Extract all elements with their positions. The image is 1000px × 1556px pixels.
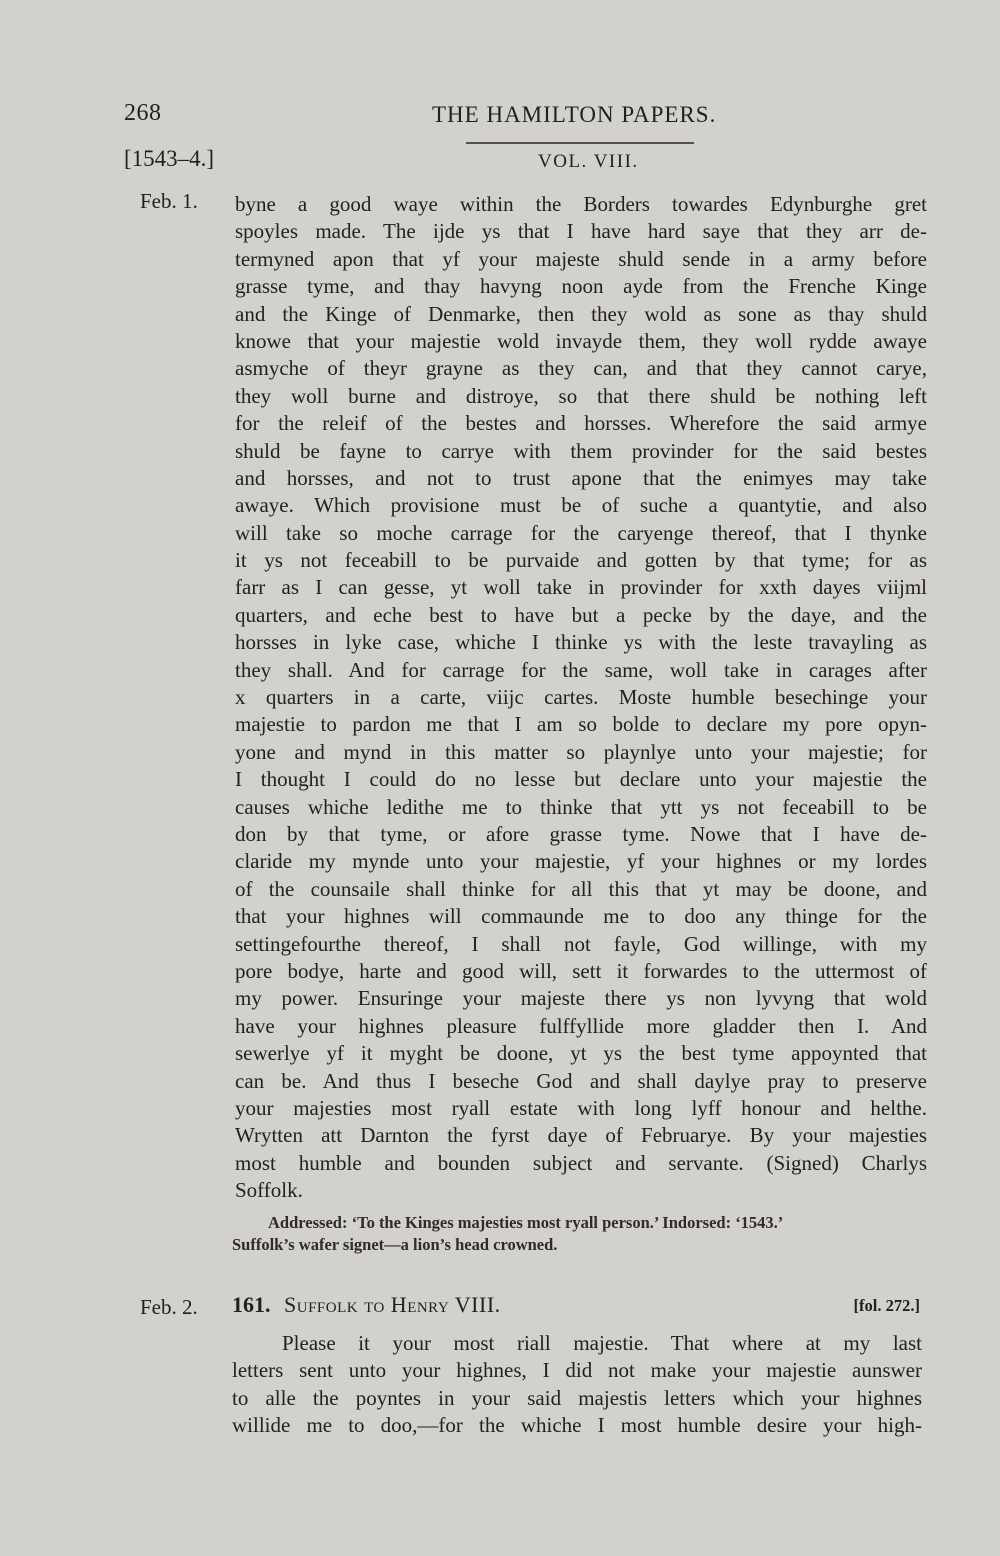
text-line: it ys not feceabill to be purvaide and gotten by that tyme; for as [235,548,927,573]
text-line: willide me to doo,—for the whiche I most humble desire your high- [232,1413,922,1438]
folio-reference: [fol. 272.] [853,1296,920,1315]
letter-body [235,191,927,1204]
text-line: they woll burne and distroye, so that there shuld be nothing left [235,383,927,408]
document-number: 161. [232,1292,271,1317]
text-line: your majesties most ryall estate with long lyff honour and helthe. [235,1095,927,1120]
text-line: most humble and bounden subject and servante. (Signed) Charlys [235,1150,927,1175]
note-line: Suffolk’s wafer signet—a lion’s head crowned. [232,1235,558,1254]
text-line: my power. Ensuringe your majeste there ys non lyvyng that wold [235,986,927,1011]
text-line: majestie to pardon me that I am so bolde to declare my pore opyn- [235,712,927,737]
date-range: [1543–4.] [124,146,215,171]
text-line: knowe that your majestie wold invayde them, they woll rydde awaye [235,328,927,353]
text-line: can be. And thus I beseche God and shall daylye pray to preserve [235,1068,927,1093]
document-heading [232,1292,922,1322]
text-line: will take so moche carrage for the caryenge thereof, that I thynke [235,520,927,545]
margin-date: Feb. 1. [140,189,198,213]
page-header [0,100,1000,140]
running-head: THE HAMILTON PAPERS. [432,102,717,127]
text-line: letters sent unto your highnes, I did not make your majestie aunswer [232,1358,922,1383]
text-line: that your highnes will commaunde me to doo any thinge for the [235,904,927,929]
text-line: yone and mynd in this matter so playnlye unto your majestie; for [235,739,927,764]
text-line: and the Kinge of Denmarke, then they wold as sone as thay shuld [235,301,927,326]
text-line: quarters, and eche best to have but a pecke by the daye, and the [235,602,927,627]
text-line: grasse tyme, and thay havyng noon ayde from the Frenche Kinge [235,274,927,299]
text-line: pore bodye, harte and good will, sett it forwardes to the uttermost of [235,958,927,983]
text-line: horsses in lyke case, whiche I thinke ys with the leste travayling as [235,630,927,655]
text-line: spoyles made. The ijde ys that I have hard saye that they arr de- [235,219,927,244]
text-line: claride my mynde unto your majestie, yf your highnes or my lordes [235,849,927,874]
text-line: byne a good waye within the Borders towardes Edynburghe gret [235,192,927,216]
document-title: Suffolk to Henry VIII. [284,1292,501,1317]
text-line: and horsses, and not to trust apone that the enimyes may take [235,465,927,490]
text-line: farr as I can gesse, yt woll take in provinder for xxth dayes viijml [235,575,927,600]
text-line: asmyche of theyr grayne as they can, and that they cannot carye, [235,356,927,381]
header-rule [466,142,694,144]
text-line: Please it your most riall majestie. That where at my last [282,1331,922,1355]
text-line: shuld be fayne to carrye with them provinder for the said bestes [235,438,927,463]
text-line: termyned apon that yf your majeste shuld sende in a army before [235,246,927,271]
text-line: of the counsaile shall thinke for all this that yt may be doone, and [235,876,927,901]
text-line: don by that tyme, or afore grasse tyme. Nowe that I have de- [235,821,927,846]
text-line: x quarters in a carte, viijc cartes. Moste humble besechinge your [235,685,927,710]
note-line: Addressed: ‘To the Kinges majesties most ryall person.’ Indorsed: ‘1543.’ [268,1213,784,1232]
letter-body-2 [232,1330,922,1440]
text-line: they shall. And for carrage for the same, woll take in carages after [235,657,927,682]
text-line: have your highnes pleasure fulffyllide more gladder then I. And [235,1013,927,1038]
text-line: Wrytten att Darnton the fyrst daye of Februarye. By your majesties [235,1123,927,1148]
text-line: sewerlye yf it myght be doone, yt ys the best tyme appoynted that [235,1041,927,1066]
text-line: settingefourthe thereof, I shall not fayle, God willinge, with my [235,931,927,956]
page-number: 268 [124,100,162,126]
text-line: to alle the poyntes in your said majestis letters which your highnes [232,1385,922,1410]
text-line: for the releif of the bestes and horsses. Wherefore the said armye [235,411,927,436]
text-line: Soffolk. [235,1178,303,1203]
volume-label: VOL. VIII. [538,151,639,172]
text-line: awaye. Which provisione must be of suche a quantytie, and also [235,493,927,518]
margin-date-2: Feb. 2. [140,1295,198,1319]
text-line: I thought I could do no lesse but declare unto your majestie the [235,767,927,792]
endorsement-note [232,1212,932,1256]
text-line: causes whiche ledithe me to thinke that ytt ys not feceabill to be [235,794,927,819]
